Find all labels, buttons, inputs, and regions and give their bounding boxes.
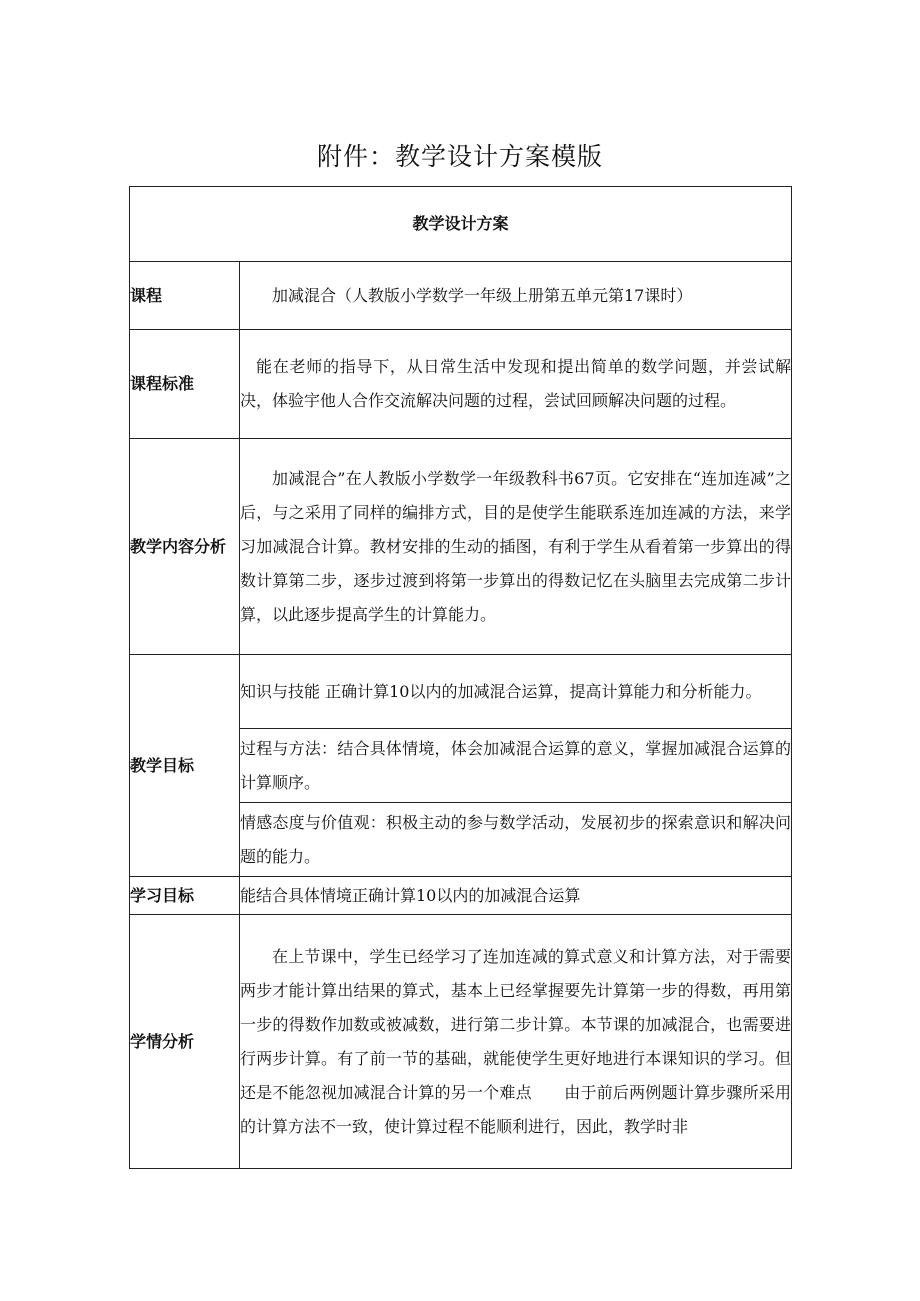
value-learner-analysis xyxy=(240,915,792,1169)
objective-attitude: 情感态度与价值观：积极主动的参与数学活动，发展初步的探索意识和解决问题的能力。 xyxy=(240,812,792,866)
table-header: 教学设计方案 xyxy=(130,187,792,262)
label-learning-goal: 学习目标 xyxy=(130,877,240,915)
label-objectives: 教学目标 xyxy=(130,655,240,877)
value-objective-3 xyxy=(240,803,792,877)
row-standard xyxy=(130,330,792,439)
row-objective-1 xyxy=(130,655,792,729)
label-content-analysis: 教学内容分析 xyxy=(130,439,240,655)
row-course xyxy=(130,262,792,330)
label-course: 课程 xyxy=(130,262,240,330)
row-content-analysis xyxy=(130,439,792,655)
learning-goal-text: 能结合具体情境正确计算10以内的加减混合运算 xyxy=(240,885,581,905)
row-learner-analysis xyxy=(130,915,792,1169)
value-objective-2 xyxy=(240,729,792,803)
objective-knowledge: 知识与技能 正确计算10以内的加减混合运算，提高计算能力和分析能力。 xyxy=(240,681,762,701)
page-title: 附件：教学设计方案模版 xyxy=(316,142,603,171)
learner-analysis-text: 在上节课中，学生已经学习了连加连减的算式意义和计算方法，对于需要两步才能计算出结果的算式，基本上已经掌握要先计算第一步的得数，再用第一步的得数作加数或被减数，进行第二步计算。本节课的加减混合，也需要进行两步计算。有了前一节的基础，就能使学生更好地进行本课知识的学习。但还是不能忽视加减混合计算的另一个难点 由于前后两例题计算步骤所采用的计算方法不一致，使计算过程不能顺利进行，因此，教学时非 xyxy=(240,946,792,1136)
standard-text: 能在老师的指导下，从日常生活中发现和提出简单的数学问题，并尝试解决，体验宇他人合作交流解决问题的过程，尝试回顾解决问题的过程。 xyxy=(240,357,792,410)
course-text: 加减混合（人教版小学数学一年级上册第五单元第17课时） xyxy=(272,285,693,305)
lesson-plan-table xyxy=(129,186,792,1169)
row-learning-goal xyxy=(130,877,792,915)
label-learner-analysis: 学情分析 xyxy=(130,915,240,1169)
value-content-analysis xyxy=(240,439,792,655)
table-header-row xyxy=(130,187,792,262)
content-analysis-text: 加减混合”在人教版小学数学一年级教科书67页。它安排在“连加连减”之后，与之采用了同样的编排方式，目的是使学生能联系连加连减的方法，来学习加减混合计算。教材安排的生动的插图，有利于学生从看着第一步算出的得数计算第二步，逐步过渡到将第一步算出的得数记忆在头脑里去完成第二步计算，以此逐步提高学生的计算能力。 xyxy=(240,468,792,624)
value-objective-1 xyxy=(240,655,792,729)
value-course xyxy=(240,262,792,330)
value-standard xyxy=(240,330,792,439)
objective-process: 过程与方法：结合具体情境，体会加减混合运算的意义，掌握加减混合运算的计算顺序。 xyxy=(240,738,792,792)
label-standard: 课程标准 xyxy=(130,330,240,439)
value-learning-goal xyxy=(240,877,792,915)
